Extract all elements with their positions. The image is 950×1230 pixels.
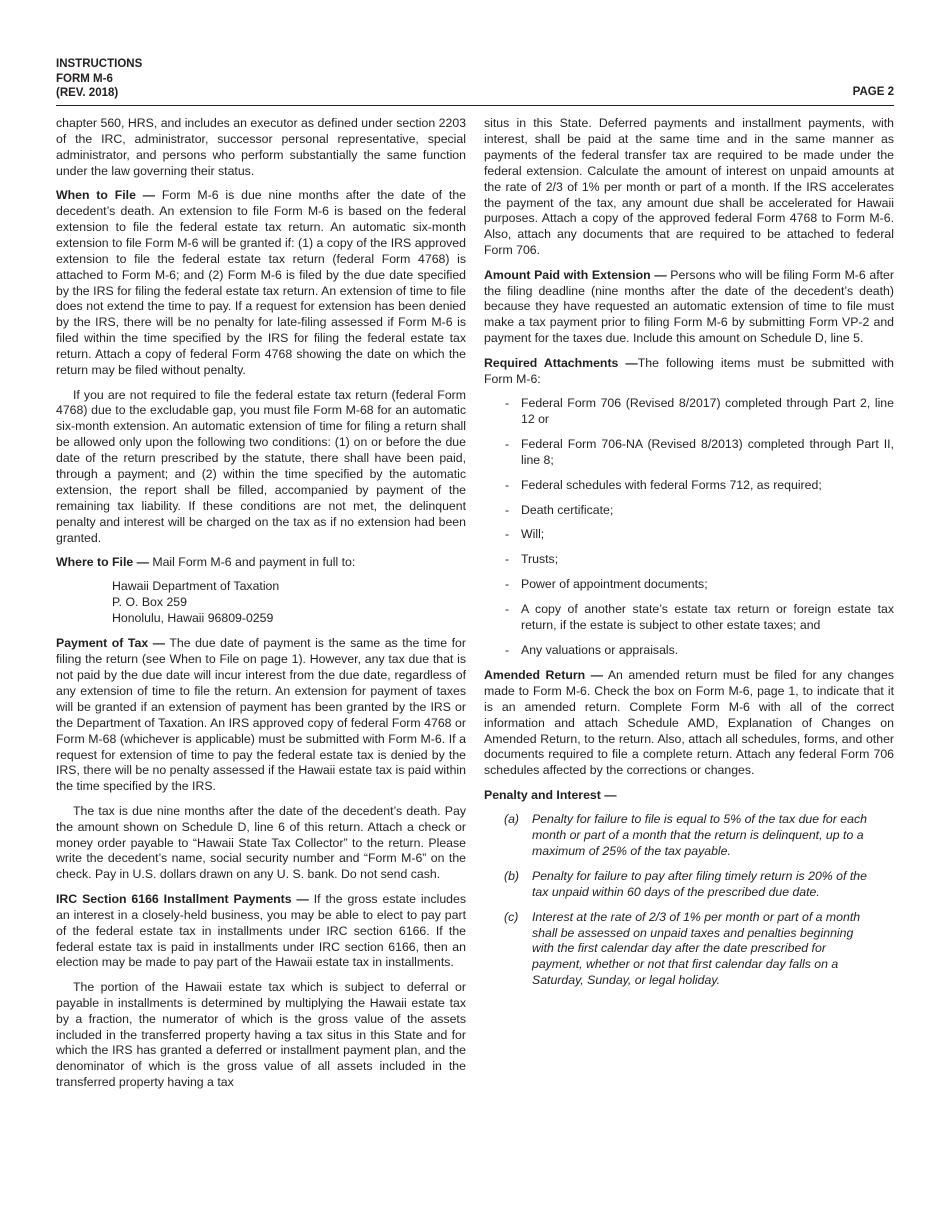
header-revision: (REV. 2018) (56, 87, 119, 99)
list-item (484, 396, 894, 428)
amount-paid-heading: Amount Paid with Extension — (484, 267, 667, 282)
list-item (484, 503, 894, 519)
list-item (484, 437, 894, 469)
where-to-file-heading: Where to File — (56, 555, 149, 570)
amount-paid-text: Persons who will be filing Form M-6 after the filing deadline (nine months after the date of the decedent’s death) because they have requested an automatic extension of time to file must make a tax payment prior to filing Form M-6 by submitting Form VP-2 and payment for the taxes due. Include this amount on Schedule D, line 5. (484, 267, 894, 346)
when-to-file-section (56, 188, 466, 379)
irc-6166-heading: IRC Section 6166 Installment Payments — (56, 891, 309, 906)
list-item (484, 478, 894, 494)
dash-bullet: - (505, 642, 510, 657)
penalty-label: (b) (504, 868, 520, 883)
address-line: P. O. Box 259 (112, 595, 187, 610)
dash-bullet: - (505, 396, 510, 410)
penalty-label: (c) (504, 909, 519, 924)
when-to-file-text: Form M-6 is due nine months after the date of the decedent’s death. An extension to file Form M-6 is based on the federal extension to file the federal estate tax return. An automatic six-month extension to file Form M-6 will be granted if: (1) a copy of the IRS approved extension to file the federal estate tax return (federal Form 4768) is attached to Form M-6; and (2) Form M-6 is filed by the due date specified by the IRS for filing the federal estate tax return. An extension of time to file does not extend the time to pay. If a request for extension has been denied by the IRS, there will be no penalty for late-filing assessed if Form M-6 is filed within the time specified by the IRS for filing the federal estate tax return. Attach a copy of federal Form 4768 showing the date on which the return may be filed without penalty. (56, 188, 466, 378)
penalty-item (484, 812, 894, 860)
continued-paragraph: situs in this State. Deferred payments and installment payments, with interest, shall be paid at the same time and in the same manner as payments of the federal transfer tax are required to be made under the federal extension. Calculate the amount of interest on unpaid amounts at the rate of 2/3 of 1% per month or part of a month. If the IRS accelerates the payment of the tax, any amount due shall be accelerated for Hawaii purposes. Attach a copy of the approved federal Form 4768 to Form M-6. Also, attach any documents that are required to be attached to federal Form 706. (484, 116, 894, 258)
penalty-text: Penalty for failure to pay after filing timely return is 20% of the tax unpaid within 60 days of the prescribed due date. (532, 868, 867, 899)
form-identifier (56, 57, 142, 101)
where-to-file-text: Mail Form M-6 and payment in full to: (152, 555, 356, 570)
amount-paid-section (484, 268, 894, 348)
right-column (484, 116, 894, 998)
list-item (484, 527, 894, 543)
penalty-label: (a) (504, 812, 520, 827)
penalty-list (484, 812, 894, 989)
irc-6166-text: If the gross estate includes an interest in a closely-held business, you may be able to elect to pay part of the federal estate tax in installments under IRC section 6166. If the federal estate tax is paid in installments under IRC section 6166, then an election may be made to pay part of the Hawaii estate tax in installments. (56, 891, 467, 970)
penalty-item (484, 869, 894, 901)
dash-bullet: - (505, 477, 510, 492)
list-item-text: Death certificate; (521, 502, 614, 517)
payment-of-tax-text: The due date of payment is the same as the time for filing the return (see When to File on page 1). However, any tax due that is not paid by the due date will incur interest from the due date, regardless of any extension of time to file the return. An extension for payment of taxes will be granted if an extension of payment has been granted by the IRS or the Department of Taxation. An IRS approved copy of federal Form 4768 or Form M-68 (whichever is applicable) must be submitted with Form M-6. If a request for extension of time to pay the federal estate tax is denied by the IRS, there will be no penalty assessed if the Hawaii estate tax is paid within the time specified by the IRS. (56, 636, 466, 794)
list-item (484, 552, 894, 568)
list-item-text: Power of appointment documents; (521, 577, 708, 592)
intro-paragraph: chapter 560, HRS, and includes an executor as defined under section 2203 of the IRC, administrator, successor personal representative, special administrator, and persons who perform substantially the same function under the law governing their status. (56, 116, 466, 178)
required-attachments-list (484, 396, 894, 659)
penalty-item (484, 910, 894, 990)
dash-bullet: - (505, 502, 510, 517)
left-column (56, 116, 466, 1100)
dash-bullet: - (505, 602, 510, 617)
list-item (484, 577, 894, 593)
required-attachments-section (484, 356, 894, 388)
page-header (56, 57, 894, 106)
list-item-text: Federal Form 706-NA (Revised 8/2013) completed through Part II, line 8; (521, 436, 894, 467)
list-item-text: A copy of another state’s estate tax return or foreign estate tax return, if the estate is subject to other estate taxes; and (521, 602, 894, 633)
address-line: Honolulu, Hawaii 96809-0259 (112, 611, 274, 626)
tax-due-paragraph: The tax is due nine months after the date of the decedent’s death. Pay the amount shown on Schedule D, line 6 of this return. Attach a check or money order payable to “Hawaii State Tax Collector” to the return. Please write the decedent’s name, social security number and “Form M-6” on the check. Pay in U.S. dollars drawn on any U. S. bank. Do not send cash. (56, 803, 466, 882)
penalty-text: Penalty for failure to file is equal to 5% of the tax due for each month or part of a month that the return is delinquent, up to a maximum of 25% of the tax payable. (532, 812, 867, 858)
header-instructions: INSTRUCTIONS (56, 58, 143, 70)
list-item (484, 602, 894, 634)
payment-of-tax-heading: Payment of Tax — (56, 636, 166, 651)
list-item (484, 643, 894, 659)
amended-return-heading: Amended Return — (484, 667, 603, 682)
amended-return-text: An amended return must be filed for any changes made to Form M-6. Check the box on Form M-6, page 1, to indicate that it is an amended return. Complete Form M-6 with all of the correct information and attach Schedule AMD, Explanation of Changes on Amended Return, to the return. Also, attach all schedules, forms, and other documents required to file a complete return. Attach any federal Form 706 schedules affected by the corrections or changes. (484, 667, 894, 778)
page-number: PAGE 2 (852, 86, 894, 98)
dash-bullet: - (505, 527, 510, 542)
penalty-text: Interest at the rate of 2/3 of 1% per month or part of a month shall be assessed on unpaid taxes and penalties beginning with the first calendar day after the date prescribed for payment, whether or not that first calendar day falls on a Saturday, Sunday, or legal holiday. (532, 909, 861, 988)
irc-6166-section (56, 892, 466, 972)
amended-return-section (484, 668, 894, 779)
list-item-text: Federal schedules with federal Forms 712, as required; (521, 477, 822, 492)
list-item-text: Any valuations or appraisals. (521, 642, 679, 657)
header-form: FORM M-6 (56, 72, 113, 85)
deferral-paragraph: The portion of the Hawaii estate tax which is subject to deferral or payable in installments is determined by multiplying the Hawaii estate tax by a fraction, the numerator of which is the gross value of the assets included in the transferred property having a tax situs in this State and for which the IRS has granted a deferred or installment payment plan, and the denominator of which is the gross value of all assets included in the transferred property having a tax (56, 979, 466, 1090)
when-to-file-heading: When to File — (56, 188, 156, 203)
list-item-text: Federal Form 706 (Revised 8/2017) completed through Part 2, line 12 or (521, 396, 894, 426)
dash-bullet: - (505, 436, 510, 451)
list-item-text: Trusts; (521, 552, 559, 567)
required-attachments-heading: Required Attachments — (484, 355, 638, 370)
payment-of-tax-section (56, 636, 466, 795)
mailing-address (112, 579, 466, 627)
where-to-file-section (56, 555, 466, 571)
address-line: Hawaii Department of Taxation (112, 579, 280, 594)
extension-paragraph: If you are not required to file the federal estate tax return (federal Form 4768) due to the excludable gap, you must file Form M-68 for an automatic six-month extension. An automatic extension of time for filing a return shall be allowed only upon the following two conditions: (1) on or before the due date of the return prescribed by the statute, there shall have been paid, through a payment; and (2) within the time specified by the automatic extension, the report shall be filled, accompanied by payment of the remaining tax liability. If these conditions are not met, the delinquent penalty and interest will be charged on the tax as if no extension had been granted. (56, 387, 466, 545)
list-item-text: Will; (521, 527, 545, 542)
dash-bullet: - (505, 552, 510, 567)
required-attachments-text: The following items must be submitted with Form M-6: (484, 355, 894, 386)
penalty-interest-heading: Penalty and Interest — (484, 787, 617, 802)
dash-bullet: - (505, 577, 510, 592)
